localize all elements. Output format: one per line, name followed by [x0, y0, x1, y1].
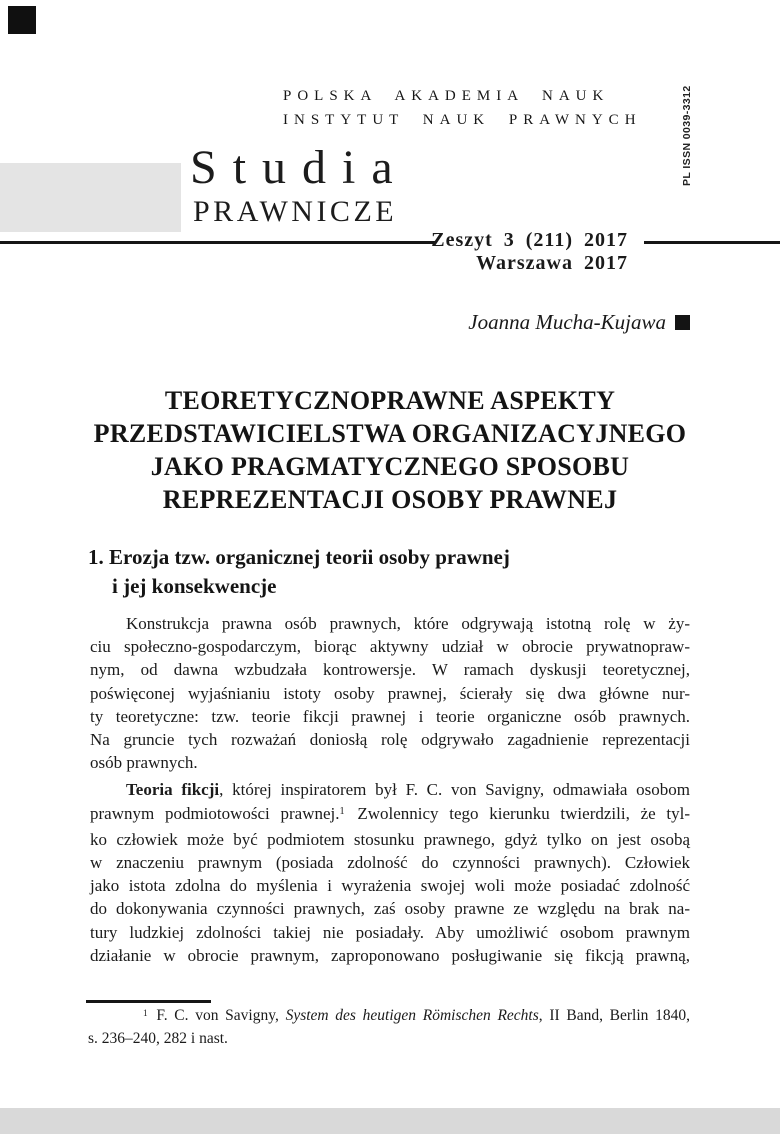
text-line: ko człowiek może być podmiotem stosunku prawnego, gdyż tylko on jest osobą [90, 829, 690, 849]
byline-square-icon [675, 315, 690, 330]
article-title-line: TEORETYCZNOPRAWNE ASPEKTY [164, 386, 616, 415]
masthead-rule-right [644, 241, 780, 244]
issue-line: Zeszyt 3 (211) 2017 [431, 229, 628, 251]
article-title-line: JAKO PRAGMATYCZNEGO SPOSOBU [150, 452, 630, 481]
section-heading-line: 1. Erozja tzw. organicznej teorii osoby prawnej [88, 545, 510, 569]
paragraph [90, 778, 690, 967]
city-year-line: Warszawa 2017 [476, 252, 628, 274]
text-line: działanie w obrocie prawnym, zaproponowano posługiwanie się fikcją prawną, [90, 945, 690, 965]
publisher-line-2: INSTYTUT NAUK PRAWNYCH [283, 112, 642, 128]
scan-corner-mark [8, 6, 36, 34]
article-title-line: PRZEDSTAWICIELSTWA ORGANIZACYJNEGO [93, 419, 687, 448]
issn-vertical-label: PL ISSN 0039-3312 [681, 85, 693, 186]
issue-block [328, 229, 628, 275]
scan-bottom-bar [0, 1108, 780, 1134]
text-line: poświęconej wyjaśnianiu istoty osoby prawnej, ścierały się dwa główne nur- [90, 683, 690, 703]
publisher-block [283, 84, 642, 132]
author-name: Joanna Mucha-Kujawa [468, 310, 666, 334]
text-line: nym, od dawna wzbudzała kontrowersje. W ramach dyskusji teoretycznej, [90, 660, 690, 680]
paragraph [90, 612, 690, 774]
text-line: Na gruncie tych rozważań doniosłą rolę odgrywało zagadnienie reprezentacji [90, 730, 690, 750]
publisher-line-1: POLSKA AKADEMIA NAUK [283, 88, 610, 104]
journal-title: Studia [190, 141, 409, 194]
section-heading-line: i jej konsekwencje [112, 573, 277, 598]
text-line: ty teoretyczne: tzw. teorie fikcji prawnej i teorie organiczne osób prawnych. [90, 706, 690, 726]
text-line: Teoria fikcji, której inspiratorem był F. C. von Savigny, odmawiała osobom [126, 780, 690, 800]
author-byline [290, 310, 690, 335]
text-line: w znaczeniu prawnym (posiada zdolność do czynności prawnych). Człowiek [90, 853, 690, 873]
journal-title-line2: PRAWNICZE [193, 195, 398, 228]
masthead-gray-box [0, 163, 181, 232]
text-line: prawnym podmiotowości prawnej.$^1$ Zwolennicy tego kierunku twierdzili, że tyl- [90, 803, 690, 823]
article-body [90, 612, 690, 967]
text-line: tury ludzkiej zdolności takiej nie posiadały. Aby umożliwić osobom prawnym [90, 922, 690, 942]
article-title [90, 384, 690, 516]
footnote-block [88, 1006, 690, 1048]
text-line: ciu społeczno-gospodarczym, biorąc aktywny udział w obrocie prywatnopraw- [90, 637, 690, 657]
footnote-separator-rule [86, 1000, 211, 1003]
text-line: $^1$ F. C. von Savigny, System des heutigen Römischen Rechts, II Band, Berlin 1840, [143, 1007, 690, 1024]
text-line: Konstrukcja prawna osób prawnych, które odgrywają istotną rolę w ży- [126, 614, 690, 633]
text-line: do dokonywania czynności prawnych, zaś osoby prawne ze względu na brak na- [90, 899, 690, 919]
text-line: jako istota zdolna do myślenia i wyrażenia swojej woli może posiadać zdolność [90, 876, 690, 896]
text-line: s. 236–240, 282 i nast. [88, 1029, 228, 1047]
text-line: osób prawnych. [90, 753, 198, 773]
article-title-line: REPREZENTACJI OSOBY PRAWNEJ [162, 485, 618, 514]
section-heading [88, 543, 510, 600]
